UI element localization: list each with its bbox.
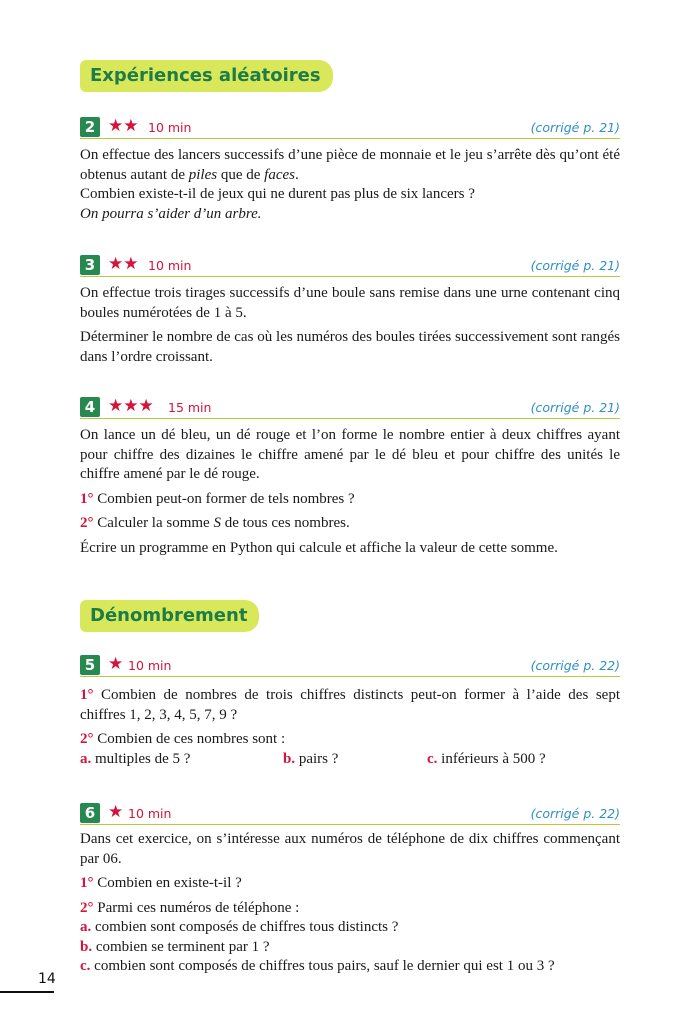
question-label: 2° (80, 731, 94, 747)
exercise-4-body (80, 426, 620, 558)
exercise-number-badge: 5 (80, 655, 100, 675)
difficulty-stars-icon: ★ (108, 802, 124, 822)
question-label: 1° (80, 490, 94, 507)
exercise-number-badge: 6 (80, 803, 100, 823)
subquestion-label: b. (283, 750, 296, 767)
section-title-experiences: Expériences aléatoires (80, 60, 333, 92)
exercise-6-subquestion-b (80, 938, 620, 958)
subquestion-c (427, 750, 546, 770)
subquestion-label: c. (80, 958, 91, 974)
exercise-3-question: Déterminer le nombre de cas où les numéros des boules tirées successivement sont rangés dans l’ordre croissant. (80, 329, 620, 365)
text-run: combien sont composés de chiffres tous distincts ? (91, 919, 399, 935)
exercise-time: 10 min (148, 120, 192, 135)
exercise-2-hint (80, 205, 620, 225)
text-run: inférieurs à 500 ? (437, 750, 546, 767)
exercise-3-statement: On effectue trois tirages successifs d’une boule sans remise dans une urne contenant cinq boules numérotées de 1 à 5. (80, 285, 620, 321)
text-italic: On pourra s’aider d’un arbre. (80, 205, 262, 222)
difficulty-stars-icon: ★ (108, 654, 124, 674)
text-run: combien sont composés de chiffres tous pairs, sauf le dernier qui est 1 ou 3 ? (90, 958, 555, 974)
exercise-6-question-1 (80, 874, 620, 894)
text-italic: piles (188, 166, 218, 183)
difficulty-stars-icon: ★★ (108, 116, 139, 136)
exercise-5-question-2 (80, 730, 620, 750)
section-title-denombrement: Dénombrement (80, 600, 259, 632)
exercise-6-body (80, 830, 620, 977)
page-number: 14 (38, 971, 56, 987)
question-label: 2° (80, 515, 94, 531)
exercise-5-question-1 (80, 686, 620, 725)
correction-reference: (corrigé p. 21) (530, 120, 620, 135)
exercise-5-body (80, 686, 620, 770)
exercise-2-header (80, 116, 620, 139)
exercise-6-question-2 (80, 899, 620, 919)
question-label: 2° (80, 899, 94, 916)
correction-reference: (corrigé p. 21) (530, 400, 620, 415)
exercise-4-statement: On lance un dé bleu, un dé rouge et l’on forme le nombre entier à deux chiffres ayant pour chiffre des dizaines le chiffre amené par le dé bleu et pour chiffre des unités le chiffre amené par le dé rouge. (80, 427, 620, 482)
correction-reference: (corrigé p. 21) (530, 258, 620, 273)
text-run: pairs ? (295, 750, 339, 767)
text-run: de tous ces nombres. (220, 515, 350, 531)
exercise-6-subquestion-c (80, 957, 620, 977)
exercise-4-header (80, 396, 620, 419)
exercise-number-badge: 3 (80, 255, 100, 275)
subquestion-a (80, 750, 190, 770)
exercise-time: 10 min (128, 658, 172, 673)
text-run: combien se terminent par 1 ? (92, 938, 270, 955)
exercise-5-header (80, 654, 620, 677)
exercise-6-subquestion-a (80, 918, 620, 938)
text-run: On effectue des lancers successifs d’une pièce de monnaie et le jeu s’arrête dès qu’ont été obtenus autant de (80, 147, 620, 183)
text-run: Parmi ces numéros de téléphone : (93, 899, 300, 916)
exercise-time: 15 min (168, 400, 212, 415)
difficulty-stars-icon: ★★ (108, 254, 139, 274)
exercise-4-python-task: Écrire un programme en Python qui calcule et affiche la valeur de cette somme. (80, 539, 558, 556)
exercise-4-question-1 (80, 490, 620, 510)
question-label: 1° (80, 687, 94, 703)
exercise-3-header (80, 254, 620, 277)
text-run: Combien de ces nombres sont : (93, 731, 286, 747)
exercise-number-badge: 2 (80, 117, 100, 137)
exercise-4-question-2 (80, 514, 620, 534)
text-run: que de (217, 166, 265, 183)
text-run: multiples de 5 ? (91, 750, 191, 767)
difficulty-stars-icon: ★★★ (108, 396, 154, 416)
question-label: 1° (80, 875, 94, 891)
text-run: . (294, 166, 299, 183)
math-variable: S (213, 515, 221, 531)
exercise-3-body (80, 284, 620, 367)
subquestion-b (283, 750, 338, 770)
text-run: Calculer la somme (93, 515, 214, 531)
exercise-6-statement: Dans cet exercice, on s’intéresse aux numéros de téléphone de dix chiffres commençant par 06. (80, 831, 620, 867)
exercise-time: 10 min (148, 258, 192, 273)
text-run: Combien de nombres de trois chiffres distincts peut-on former à l’aide des sept chiffres 1, 2, 3, 4, 5, 7, 9 ? (80, 687, 620, 723)
subquestion-label: a. (80, 750, 92, 767)
exercise-2-body (80, 146, 620, 224)
exercise-2-question: Combien existe-t-il de jeux qui ne durent pas plus de six lancers ? (80, 186, 475, 202)
exercise-number-badge: 4 (80, 397, 100, 417)
text-run: Combien peut-on former de tels nombres ? (93, 490, 355, 507)
page-number-rule (0, 991, 54, 993)
exercise-2-statement (80, 146, 620, 185)
exercise-6-header (80, 802, 620, 825)
subquestion-label: b. (80, 938, 93, 955)
subquestion-label: a. (80, 919, 92, 935)
exercise-5-subquestions (80, 750, 620, 770)
subquestion-label: c. (427, 750, 438, 767)
correction-reference: (corrigé p. 22) (530, 806, 620, 821)
text-run: Combien en existe-t-il ? (93, 875, 242, 891)
text-italic: faces (264, 166, 295, 183)
exercise-time: 10 min (128, 806, 172, 821)
correction-reference: (corrigé p. 22) (530, 658, 620, 673)
